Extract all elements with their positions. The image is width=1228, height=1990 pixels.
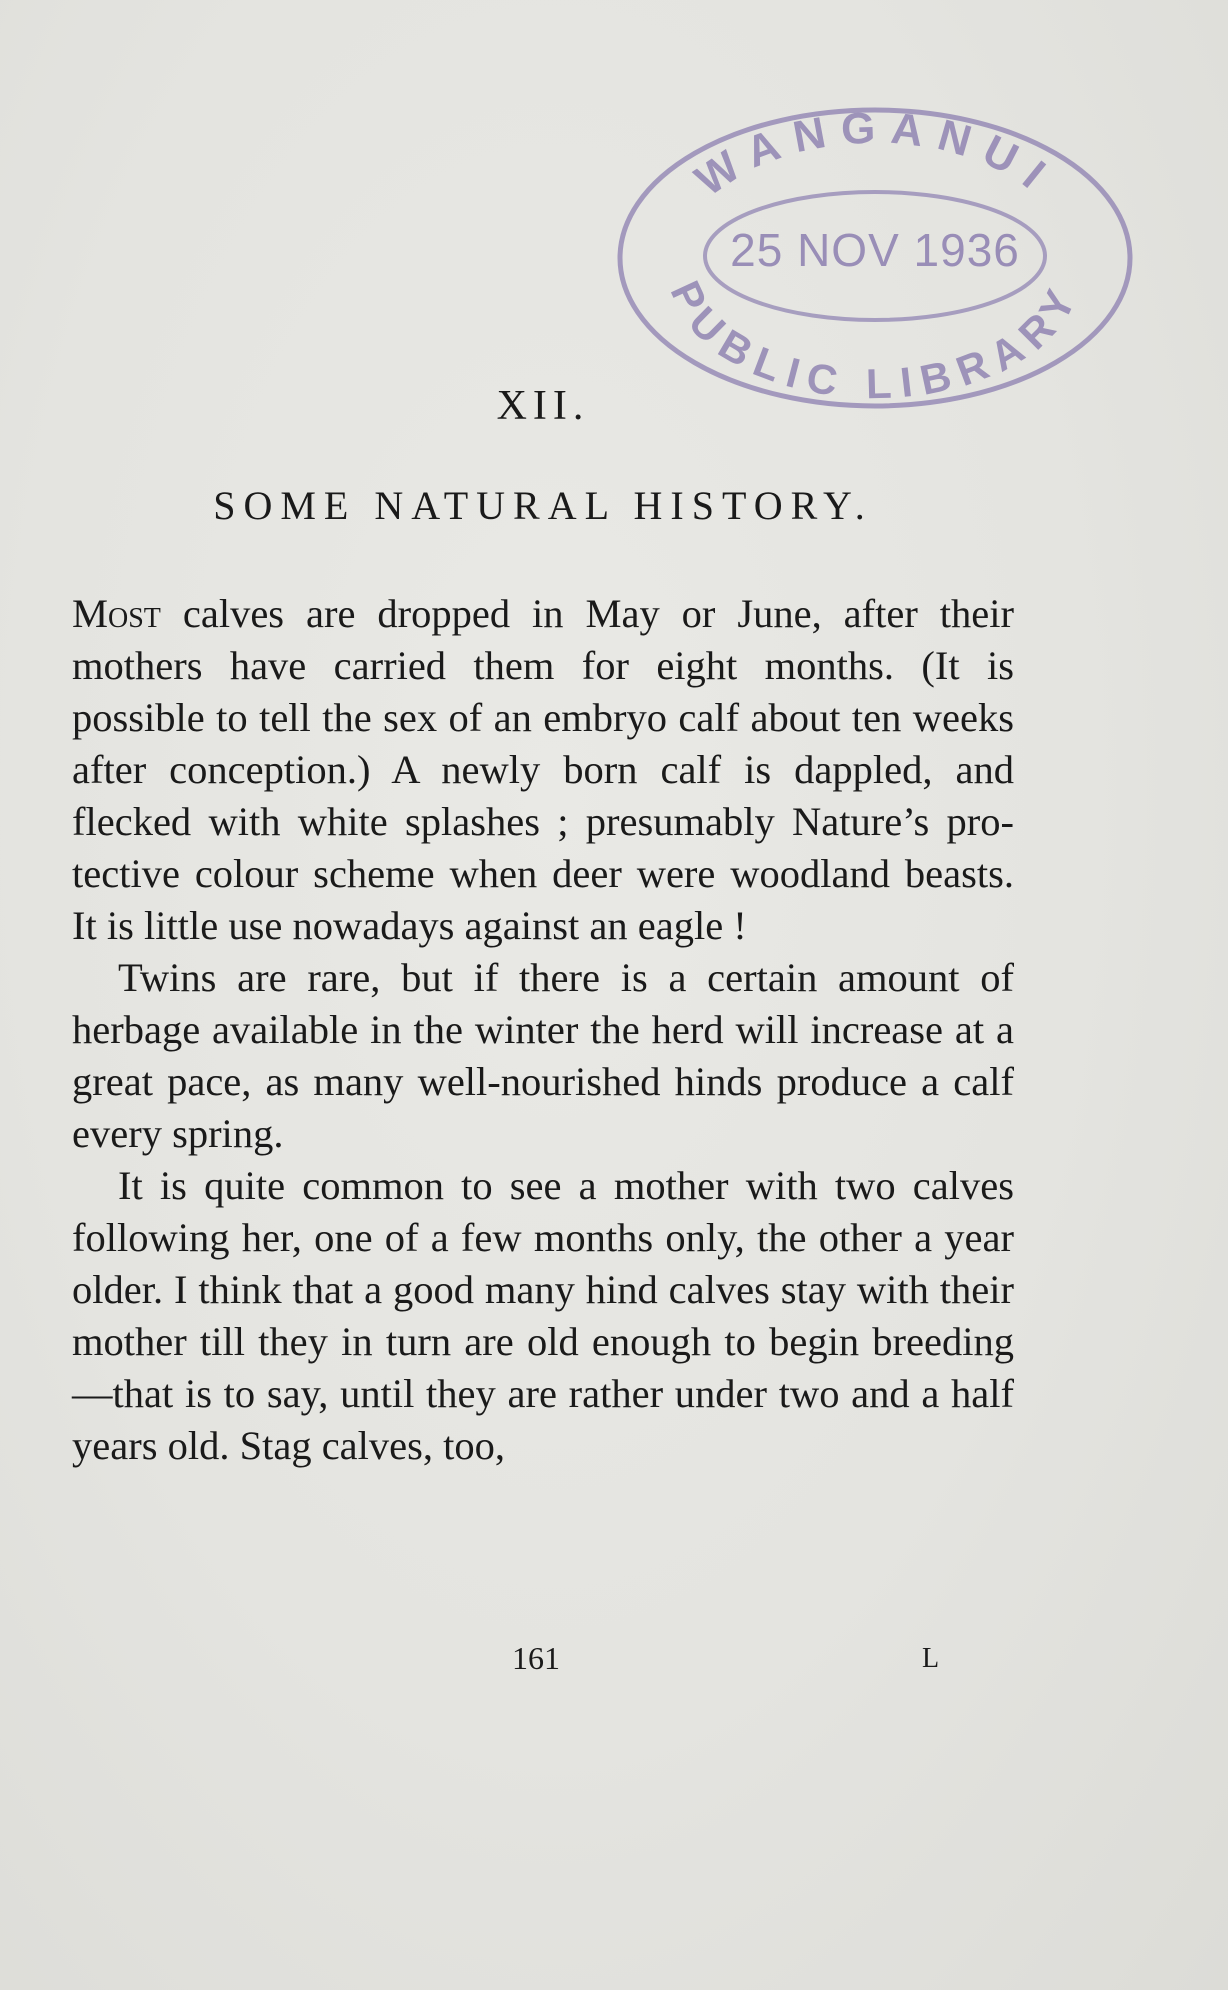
paragraph-1-text: calves are dropped in May or June, after their mothers have carried them for eight months. (It is possible to tell the sex of an embryo calf about ten weeks after conception.) A newly born calf is dappled, and flecked with white splashes ; presumably Nature’s protective colour scheme when deer were woodland beasts. It is little use nowadays against an eagle ! xyxy=(72,591,1014,948)
page-number: 161 xyxy=(512,1640,560,1676)
stamp-date: 25 NOV 1936 xyxy=(730,224,1020,276)
paragraph-1 xyxy=(72,588,1014,952)
library-stamp xyxy=(610,88,1140,428)
chapter-title: SOME NATURAL HISTORY. xyxy=(213,483,873,528)
signature-mark: L xyxy=(922,1643,940,1674)
stamp-bottom-text: PUBLIC LIBRARY xyxy=(661,273,1089,408)
paragraph-2: Twins are rare, but if there is a certain amount of herbage available in the winter the herd will increase at a great pace, as many well-nourished hinds produce a calf every spring. xyxy=(72,955,1014,1156)
paragraph-lead-word: Most xyxy=(72,591,161,636)
stamp-top-text: WANGANUI xyxy=(686,103,1065,207)
paragraph-3: It is quite common to see a mother with two calves following her, one of a few months only, the other a year older. I think that a good many hind calves stay with their mother till they in turn are old enough to begin breeding —that is to say, until they are rather under two and a half years old. Stag calves, too, xyxy=(72,1163,1014,1468)
body-text xyxy=(72,588,1014,1472)
chapter-number: XII. xyxy=(496,383,590,429)
